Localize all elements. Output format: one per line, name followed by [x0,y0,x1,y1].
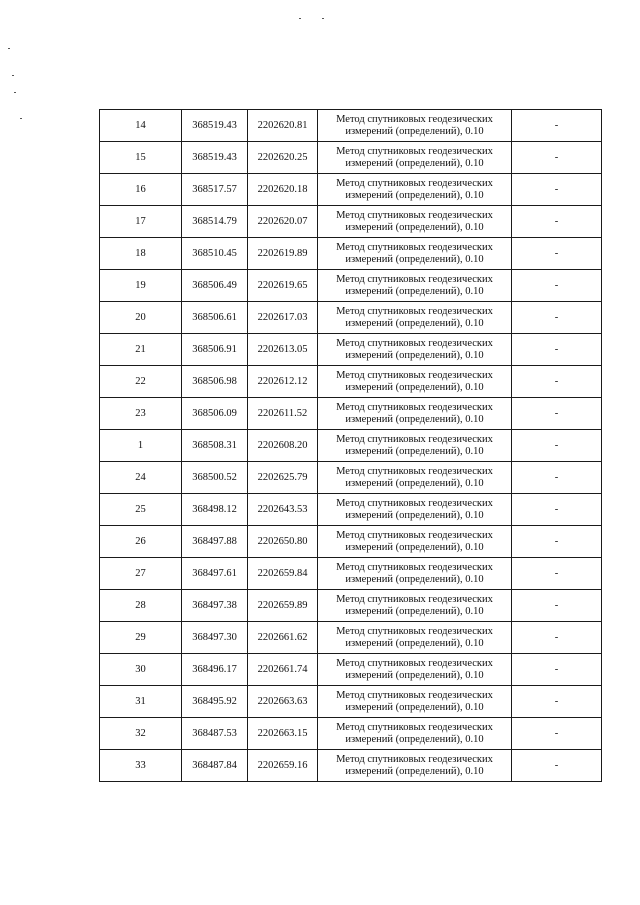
x-coordinate-cell: 368508.31 [182,430,248,462]
y-coordinate-cell: 2202613.05 [248,334,318,366]
x-coordinate-cell: 368517.57 [182,174,248,206]
method-line-2: измерений (определений), 0.10 [345,765,484,777]
method-line-1: Метод спутниковых геодезических [336,305,493,317]
method-line-1: Метод спутниковых геодезических [336,529,493,541]
method-cell [318,558,512,590]
scan-speck [299,18,301,19]
method-line-2: измерений (определений), 0.10 [345,541,484,553]
method-line-2: измерений (определений), 0.10 [345,413,484,425]
method-cell [318,142,512,174]
point-number-cell: 24 [100,462,182,494]
table-row [100,750,602,782]
y-coordinate-cell: 2202608.20 [248,430,318,462]
method-line-1: Метод спутниковых геодезических [336,145,493,157]
x-coordinate-cell: 368506.09 [182,398,248,430]
method-line-1: Метод спутниковых геодезических [336,241,493,253]
y-coordinate-cell: 2202625.79 [248,462,318,494]
extra-cell: - [512,270,602,302]
table-row [100,526,602,558]
point-number-cell: 29 [100,622,182,654]
method-line-1: Метод спутниковых геодезических [336,369,493,381]
x-coordinate-cell: 368519.43 [182,142,248,174]
table-row [100,558,602,590]
point-number-cell: 15 [100,142,182,174]
table-row [100,462,602,494]
table-row [100,494,602,526]
method-cell [318,526,512,558]
extra-cell: - [512,686,602,718]
y-coordinate-cell: 2202643.53 [248,494,318,526]
point-number-cell: 20 [100,302,182,334]
extra-cell: - [512,366,602,398]
method-line-1: Метод спутниковых геодезических [336,625,493,637]
y-coordinate-cell: 2202620.07 [248,206,318,238]
extra-cell: - [512,558,602,590]
method-cell [318,238,512,270]
table-row [100,110,602,142]
method-line-1: Метод спутниковых геодезических [336,657,493,669]
table-row [100,718,602,750]
method-line-1: Метод спутниковых геодезических [336,401,493,413]
x-coordinate-cell: 368487.53 [182,718,248,750]
method-line-2: измерений (определений), 0.10 [345,125,484,137]
method-line-2: измерений (определений), 0.10 [345,509,484,521]
x-coordinate-cell: 368514.79 [182,206,248,238]
point-number-cell: 33 [100,750,182,782]
method-cell [318,110,512,142]
point-number-cell: 25 [100,494,182,526]
y-coordinate-cell: 2202663.63 [248,686,318,718]
extra-cell: - [512,654,602,686]
extra-cell: - [512,302,602,334]
method-line-2: измерений (определений), 0.10 [345,701,484,713]
scan-speck [20,118,22,119]
table-row [100,334,602,366]
y-coordinate-cell: 2202661.62 [248,622,318,654]
method-line-2: измерений (определений), 0.10 [345,189,484,201]
method-cell [318,750,512,782]
method-line-2: измерений (определений), 0.10 [345,253,484,265]
x-coordinate-cell: 368487.84 [182,750,248,782]
point-number-cell: 18 [100,238,182,270]
point-number-cell: 27 [100,558,182,590]
y-coordinate-cell: 2202620.81 [248,110,318,142]
y-coordinate-cell: 2202617.03 [248,302,318,334]
point-number-cell: 23 [100,398,182,430]
method-cell [318,334,512,366]
coordinates-table-body [100,110,602,782]
extra-cell: - [512,110,602,142]
method-cell [318,206,512,238]
method-cell [318,654,512,686]
extra-cell: - [512,622,602,654]
extra-cell: - [512,238,602,270]
x-coordinate-cell: 368497.61 [182,558,248,590]
method-cell [318,622,512,654]
x-coordinate-cell: 368495.92 [182,686,248,718]
y-coordinate-cell: 2202619.65 [248,270,318,302]
method-cell [318,590,512,622]
point-number-cell: 16 [100,174,182,206]
method-line-2: измерений (определений), 0.10 [345,477,484,489]
y-coordinate-cell: 2202612.12 [248,366,318,398]
y-coordinate-cell: 2202661.74 [248,654,318,686]
method-cell [318,270,512,302]
x-coordinate-cell: 368496.17 [182,654,248,686]
method-line-1: Метод спутниковых геодезических [336,689,493,701]
point-number-cell: 28 [100,590,182,622]
extra-cell: - [512,430,602,462]
extra-cell: - [512,398,602,430]
method-line-2: измерений (определений), 0.10 [345,285,484,297]
x-coordinate-cell: 368497.88 [182,526,248,558]
point-number-cell: 19 [100,270,182,302]
method-cell [318,686,512,718]
point-number-cell: 31 [100,686,182,718]
method-line-2: измерений (определений), 0.10 [345,637,484,649]
method-line-2: измерений (определений), 0.10 [345,573,484,585]
point-number-cell: 30 [100,654,182,686]
table-row [100,206,602,238]
x-coordinate-cell: 368506.98 [182,366,248,398]
x-coordinate-cell: 368506.91 [182,334,248,366]
x-coordinate-cell: 368506.49 [182,270,248,302]
y-coordinate-cell: 2202659.84 [248,558,318,590]
scan-speck [12,75,14,76]
method-line-1: Метод спутниковых геодезических [336,113,493,125]
method-line-2: измерений (определений), 0.10 [345,605,484,617]
method-cell [318,398,512,430]
scan-speck [322,18,324,19]
extra-cell: - [512,334,602,366]
extra-cell: - [512,206,602,238]
y-coordinate-cell: 2202659.16 [248,750,318,782]
table-row [100,142,602,174]
table-row [100,238,602,270]
point-number-cell: 21 [100,334,182,366]
table-row [100,686,602,718]
method-line-1: Метод спутниковых геодезических [336,209,493,221]
extra-cell: - [512,590,602,622]
method-line-2: измерений (определений), 0.10 [345,317,484,329]
method-cell [318,366,512,398]
method-line-2: измерений (определений), 0.10 [345,349,484,361]
x-coordinate-cell: 368510.45 [182,238,248,270]
point-number-cell: 17 [100,206,182,238]
method-line-1: Метод спутниковых геодезических [336,593,493,605]
point-number-cell: 32 [100,718,182,750]
method-line-1: Метод спутниковых геодезических [336,497,493,509]
extra-cell: - [512,142,602,174]
x-coordinate-cell: 368498.12 [182,494,248,526]
table-row [100,174,602,206]
method-line-2: измерений (определений), 0.10 [345,445,484,457]
method-line-2: измерений (определений), 0.10 [345,669,484,681]
y-coordinate-cell: 2202620.25 [248,142,318,174]
table-row [100,430,602,462]
extra-cell: - [512,526,602,558]
point-number-cell: 22 [100,366,182,398]
extra-cell: - [512,494,602,526]
y-coordinate-cell: 2202650.80 [248,526,318,558]
point-number-cell: 14 [100,110,182,142]
method-line-2: измерений (определений), 0.10 [345,381,484,393]
x-coordinate-cell: 368506.61 [182,302,248,334]
method-cell [318,302,512,334]
extra-cell: - [512,750,602,782]
method-line-1: Метод спутниковых геодезических [336,337,493,349]
point-number-cell: 1 [100,430,182,462]
x-coordinate-cell: 368497.30 [182,622,248,654]
method-cell [318,494,512,526]
x-coordinate-cell: 368497.38 [182,590,248,622]
x-coordinate-cell: 368500.52 [182,462,248,494]
scan-speck [8,48,10,49]
y-coordinate-cell: 2202620.18 [248,174,318,206]
extra-cell: - [512,718,602,750]
method-cell [318,718,512,750]
table-row [100,366,602,398]
table-row [100,398,602,430]
method-line-1: Метод спутниковых геодезических [336,721,493,733]
method-line-1: Метод спутниковых геодезических [336,561,493,573]
table-row [100,270,602,302]
method-line-1: Метод спутниковых геодезических [336,177,493,189]
y-coordinate-cell: 2202619.89 [248,238,318,270]
table-row [100,654,602,686]
scan-speck [14,92,16,93]
method-cell [318,174,512,206]
x-coordinate-cell: 368519.43 [182,110,248,142]
method-line-1: Метод спутниковых геодезических [336,273,493,285]
extra-cell: - [512,462,602,494]
method-line-2: измерений (определений), 0.10 [345,157,484,169]
table-row [100,590,602,622]
method-cell [318,430,512,462]
method-line-1: Метод спутниковых геодезических [336,753,493,765]
method-line-1: Метод спутниковых геодезических [336,433,493,445]
y-coordinate-cell: 2202611.52 [248,398,318,430]
y-coordinate-cell: 2202659.89 [248,590,318,622]
table-row [100,302,602,334]
method-line-2: измерений (определений), 0.10 [345,733,484,745]
coordinates-table [99,109,602,782]
table-row [100,622,602,654]
method-cell [318,462,512,494]
method-line-1: Метод спутниковых геодезических [336,465,493,477]
point-number-cell: 26 [100,526,182,558]
y-coordinate-cell: 2202663.15 [248,718,318,750]
extra-cell: - [512,174,602,206]
method-line-2: измерений (определений), 0.10 [345,221,484,233]
